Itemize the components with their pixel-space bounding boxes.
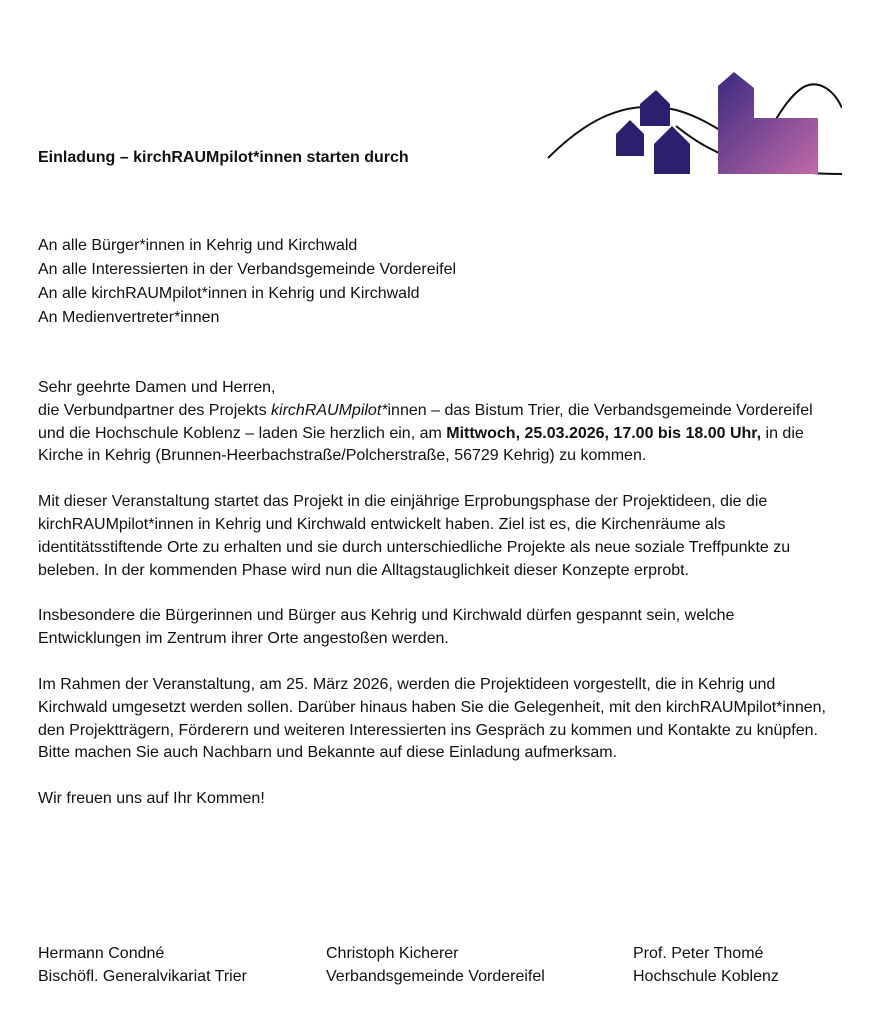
letter-paragraph: Insbesondere die Bürgerinnen und Bürger aus Kehrig und Kirchwald dürfen gespannt sein, welche Entwicklungen im Zentrum ihrer Orte angestoßen werden.	[38, 607, 735, 648]
recipient-line: An Medienvertreter*innen	[38, 309, 220, 326]
signature-thome	[633, 942, 779, 988]
signer-name: Prof. Peter Thomé	[633, 945, 764, 962]
letter-body	[38, 377, 838, 811]
recipient-line: An alle Bürger*innen in Kehrig und Kirchwald	[38, 237, 358, 254]
recipient-list	[38, 234, 456, 330]
letter-paragraph-invitation	[38, 377, 838, 468]
letter-paragraph: Mit dieser Veranstaltung startet das Projekt in die einjährige Erprobungsphase der Projektideen, die die kirchRAUMpilot*innen in Kehrig und Kirchwald entwickelt haben. Ziel ist es, die Kirchenräume als identitätsstiftende Orte zu erhalten und sie durch unterschiedliche Projekte als neue soziale Treffpunkte zu beleben. In der kommenden Phase wird nun die Alltagstauglichkeit dieser Konzepte erprobt.	[38, 493, 791, 579]
salutation: Sehr geehrte Damen und Herren,	[38, 379, 276, 396]
signer-name: Hermann Condné	[38, 945, 165, 962]
letter-paragraph: Im Rahmen der Veranstaltung, am 25. März 2026, werden die Projektideen vorgestellt, die in Kehrig und Kirchwald umgesetzt werden sollen. Darüber hinaus haben Sie die Gelegenheit, mit den kirchRAUMpilot*innen, den Projektträgern, Förderern und weiteren Interessierten ins Gespräch zu kommen und Kontakte zu knüpfen. Bitte machen Sie auch Nachbarn und Bekannte auf diese Einladung aufmerksam.	[38, 675, 826, 762]
house-medium-icon	[640, 90, 670, 126]
page-title: Einladung – kirchRAUMpilot*innen starten durch	[38, 149, 409, 166]
invitation-text: die Verbundpartner des Projekts	[38, 401, 272, 419]
signer-organization: Bischöfl. Generalvikariat Trier	[38, 968, 247, 985]
invitation-text: in die Kirche in Kehrig (Brunnen-Heerbachstraße/Polcherstraße, 56729 Kehrig) zu kommen.	[38, 424, 804, 465]
signer-organization: Hochschule Koblenz	[633, 968, 779, 985]
invitation-text: innen – das Bistum Trier, die Verbandsgemeinde Vordereifel und die Hochschule Koblenz – laden Sie herzlich ein, am	[38, 401, 813, 442]
house-small-icon	[616, 120, 644, 156]
kirchraumpilot-logo	[546, 70, 842, 182]
project-name: kirchRAUMpilot*	[271, 401, 388, 419]
signature-kicherer	[326, 942, 545, 988]
recipient-line: An alle kirchRAUMpilot*innen in Kehrig und Kirchwald	[38, 285, 420, 302]
signer-name: Christoph Kicherer	[326, 945, 459, 962]
recipient-line: An alle Interessierten in der Verbandsgemeinde Vordereifel	[38, 261, 457, 278]
signer-organization: Verbandsgemeinde Vordereifel	[326, 968, 545, 985]
closing-line: Wir freuen uns auf Ihr Kommen!	[38, 790, 265, 808]
event-date: Mittwoch, 25.03.2026, 17.00 bis 18.00 Uhr,	[446, 424, 762, 442]
signature-condne	[38, 942, 247, 988]
